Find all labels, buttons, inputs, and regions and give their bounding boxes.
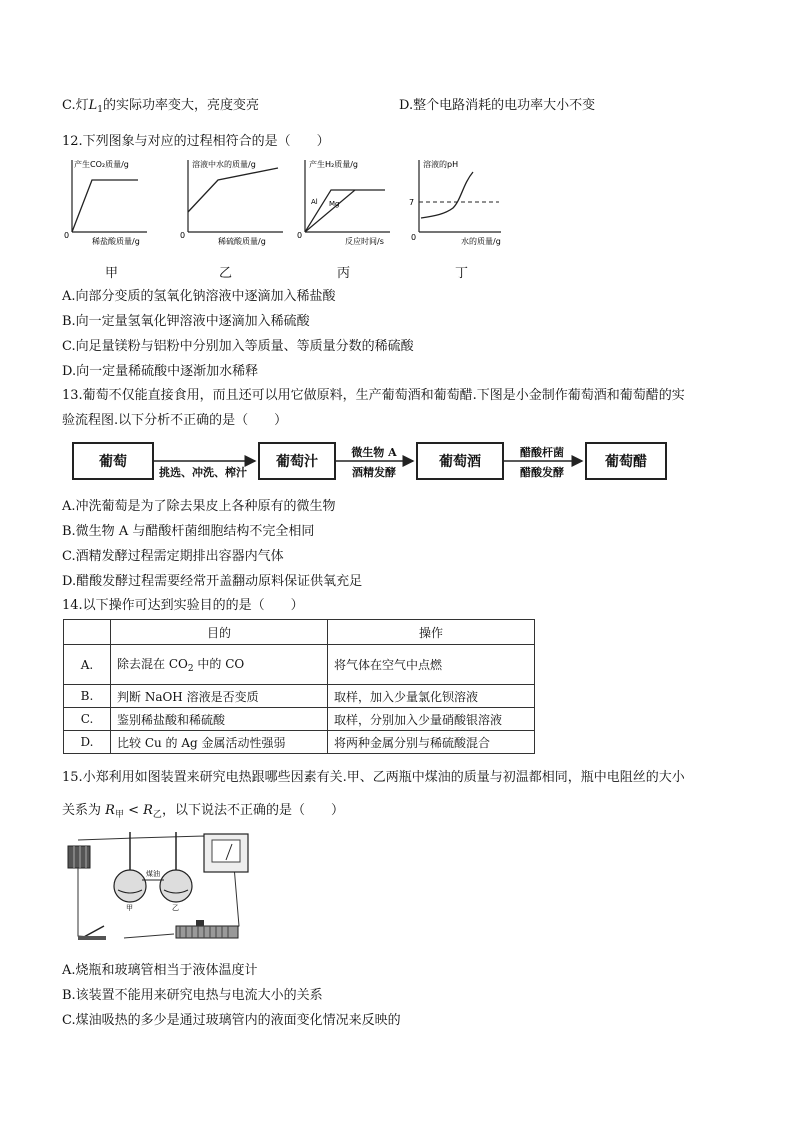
flask-jia-label: 甲 xyxy=(126,904,133,912)
q14-table xyxy=(63,619,535,754)
q13-option-c: C.酒精发酵过程需定期排出容器内气体 xyxy=(62,549,284,564)
table-header-row xyxy=(64,620,535,645)
flow-box-juice: 葡萄汁 xyxy=(258,442,336,480)
flow-box-grape: 葡萄 xyxy=(72,442,154,480)
q15-stem-line1: 15.小郑利用如图装置来研究电热跟哪些因素有关.甲、乙两瓶中煤油的质量与初温都相同，瓶中电阻丝的大小 xyxy=(62,770,685,785)
graph-ding-xlabel: 水的质量/g xyxy=(461,237,501,246)
graph-ding-tick-7: 7 xyxy=(409,198,415,207)
table-cell-operation: 将两种金属分别与稀硫酸混合 xyxy=(328,731,535,754)
q11-option-c-text: 的实际功率变大，亮度变亮 xyxy=(103,98,260,113)
graph-bing-series-al: Al xyxy=(311,198,318,206)
table-cell-operation: 取样，加入少量氯化钡溶液 xyxy=(328,685,535,708)
q15-option-c: C.煤油吸热的多少是通过玻璃管内的液面变化情况来反映的 xyxy=(62,1013,401,1028)
q12-option-c: C.向足量镁粉与铝粉中分别加入等质量、等质量分数的稀硫酸 xyxy=(62,339,414,354)
q15-apparatus-figure xyxy=(64,826,264,952)
q13-option-b: B.微生物 A 与醋酸杆菌细胞结构不完全相同 xyxy=(62,524,315,539)
resistor-jia-subscript: 甲 xyxy=(114,810,124,820)
flow-box-wine: 葡萄酒 xyxy=(416,442,504,480)
graph-yi-xlabel: 稀硫酸质量/g xyxy=(218,237,266,246)
less-than-sign: < xyxy=(123,803,144,818)
table-cell-index: A. xyxy=(64,645,111,685)
table-cell-goal: 判断 NaOH 溶液是否变质 xyxy=(111,685,328,708)
q12-option-b: B.向一定量氢氧化钾溶液中逐滴加入稀硫酸 xyxy=(62,314,310,329)
resistor-yi-symbol: R xyxy=(143,803,153,818)
graph-bing-xlabel: 反应时间/s xyxy=(345,237,384,246)
flow-step2-bottom-label: 酒精发酵 xyxy=(352,466,396,479)
graph-bing-origin: 0 xyxy=(297,231,303,240)
table-cell-goal xyxy=(111,645,328,685)
goal-subscript: 2 xyxy=(187,664,194,674)
flow-arrows xyxy=(0,0,794,500)
q15-stem-line2 xyxy=(62,802,344,824)
graph-jia-caption: 甲 xyxy=(105,266,119,281)
table-cell-index: D. xyxy=(64,731,111,754)
q11-option-d: D.整个电路消耗的电功率大小不变 xyxy=(399,98,596,113)
resistor-yi-subscript: 乙 xyxy=(152,810,162,820)
graph-bing-ylabel: 产生H₂质量/g xyxy=(309,160,358,169)
q12-stem: 12.下列图象与对应的过程相符合的是（ ） xyxy=(62,134,330,149)
table-row xyxy=(64,685,535,708)
resistor-jia-symbol: R xyxy=(105,803,115,818)
graph-yi-origin: 0 xyxy=(180,231,186,240)
flow-box-vinegar: 葡萄醋 xyxy=(585,442,667,480)
table-row xyxy=(64,731,535,754)
table-header-operation: 操作 xyxy=(328,620,535,645)
q13-option-d: D.醋酸发酵过程需要经常开盖翻动原料保证供氧充足 xyxy=(62,574,363,589)
table-cell-operation: 取样，分别加入少量硝酸银溶液 xyxy=(328,708,535,731)
table-header-goal: 目的 xyxy=(111,620,328,645)
flow-step2-top-label: 微生物 A xyxy=(351,446,397,459)
graph-jia-origin: 0 xyxy=(64,231,70,240)
kerosene-label: 煤油 xyxy=(146,870,160,878)
graph-jia-ylabel: 产生CO₂质量/g xyxy=(74,160,129,169)
table-cell-operation: 将气体在空气中点燃 xyxy=(328,645,535,685)
graph-jia-xlabel: 稀盐酸质量/g xyxy=(92,237,140,246)
table-row xyxy=(64,708,535,731)
lamp-subscript: 1 xyxy=(97,105,103,115)
goal-text-tail: 中的 CO xyxy=(193,657,245,671)
flow-step3-bottom-label: 醋酸发酵 xyxy=(520,466,564,479)
graph-ding-ylabel: 溶液的pH xyxy=(423,160,459,169)
graph-bing-caption: 丙 xyxy=(337,266,351,281)
table-cell-index: B. xyxy=(64,685,111,708)
graph-ding-caption: 丁 xyxy=(455,266,469,281)
q14-stem: 14.以下操作可达到实验目的的是（ ） xyxy=(62,598,304,613)
table-row xyxy=(64,645,535,685)
flow-step1-label: 挑选、冲洗、榨汁 xyxy=(159,466,247,479)
graph-yi-ylabel: 溶液中水的质量/g xyxy=(192,160,256,169)
table-cell-goal: 鉴别稀盐酸和稀硫酸 xyxy=(111,708,328,731)
q11-option-c-prefix: C.灯 xyxy=(62,98,89,113)
q15-stem2-prefix: 关系为 xyxy=(62,803,106,818)
q13-stem-line2: 验流程图.以下分析不正确的是（ ） xyxy=(62,413,288,428)
flask-yi-label: 乙 xyxy=(172,904,179,912)
lamp-symbol: L xyxy=(88,98,98,113)
flow-step3-top-label: 醋酸杆菌 xyxy=(520,446,564,459)
q15-option-b: B.该装置不能用来研究电热与电流大小的关系 xyxy=(62,988,323,1003)
graph-ding-origin: 0 xyxy=(411,233,417,242)
q15-stem2-suffix: ，以下说法不正确的是（ ） xyxy=(161,803,344,818)
table-header-index xyxy=(64,620,111,645)
q12-option-a: A.向部分变质的氢氧化钠溶液中逐滴加入稀盐酸 xyxy=(62,289,336,304)
goal-text: 除去混在 CO xyxy=(117,657,188,671)
graph-yi-caption: 乙 xyxy=(219,266,233,281)
table-cell-index: C. xyxy=(64,708,111,731)
q13-option-a: A.冲洗葡萄是为了除去果皮上各种原有的微生物 xyxy=(62,499,336,514)
q12-option-d: D.向一定量稀硫酸中逐渐加水稀释 xyxy=(62,364,259,379)
table-cell-goal: 比较 Cu 的 Ag 金属活动性强弱 xyxy=(111,731,328,754)
q13-stem-line1: 13.葡萄不仅能直接食用，而且还可以用它做原料，生产葡萄酒和葡萄醋.下图是小金制作葡萄酒和葡萄醋的实 xyxy=(62,388,685,403)
q15-option-a: A.烧瓶和玻璃管相当于液体温度计 xyxy=(62,963,258,978)
graph-bing-series-mg: Mg xyxy=(329,200,340,208)
